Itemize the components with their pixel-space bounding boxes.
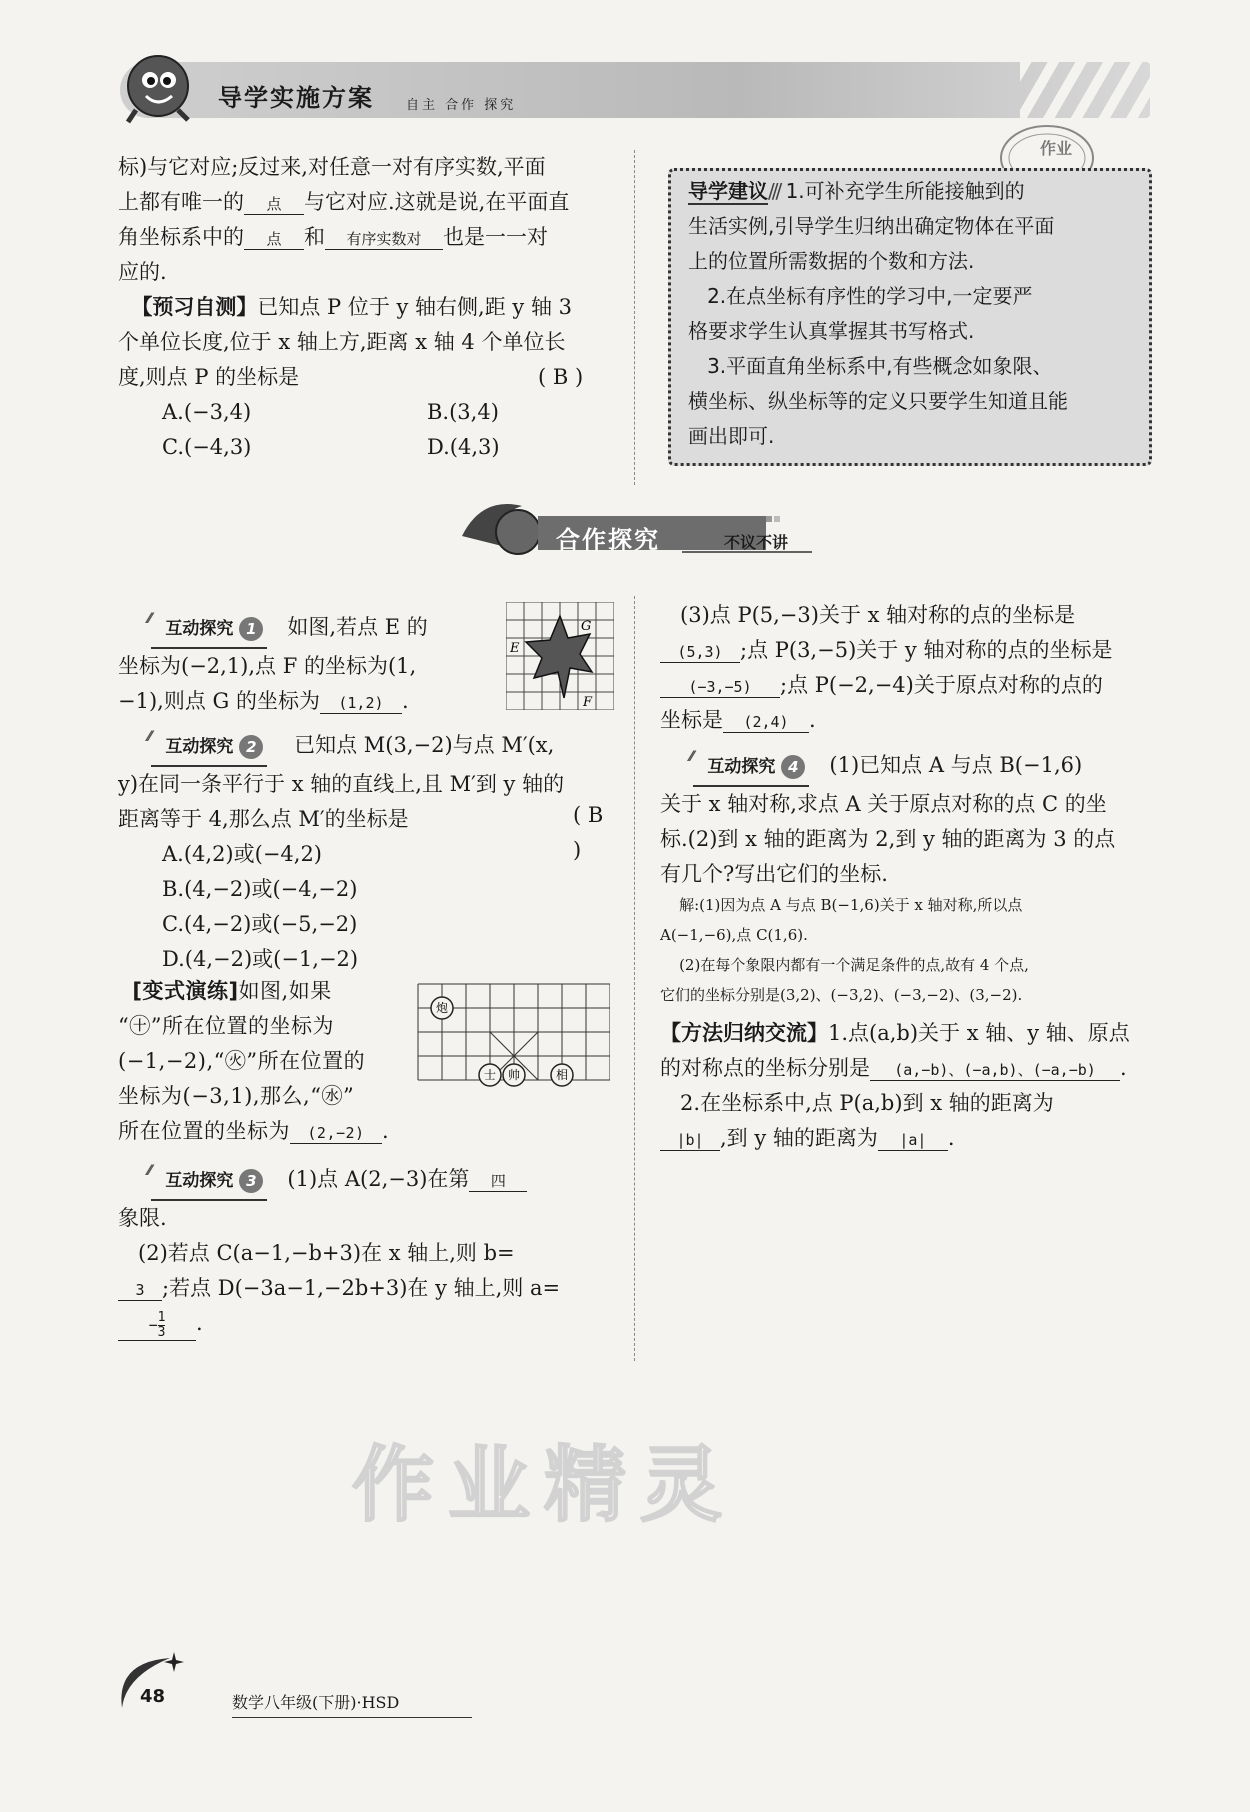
q3-part3: (3)点 P(5,−3)关于 x 轴对称的点的坐标是 (5,3) ;点 P(3,−5)关于 y 轴对称的点的坐标是 (−3,−5) ;点 P(−2,−4)关于原点对称的点的 坐标是 (2,4) . [660, 603, 1113, 732]
q3-answer-2: 3 [118, 1280, 162, 1301]
watermark: 作业精灵 [352, 1438, 737, 1533]
header-stripes [1020, 62, 1150, 118]
q3-answer-3: − $\frac{1}{3}$ [118, 1311, 196, 1341]
method-answer-3: |a| [878, 1130, 948, 1151]
q2-answer: ( B ) [573, 803, 604, 862]
q3p3-answer-1: (5,3) [660, 642, 740, 663]
label-G: G [581, 619, 592, 634]
header-title: 导学实施方案 [218, 84, 374, 112]
piece-shuai: 帅 [507, 1068, 521, 1082]
explore-3: ⁄⁄ 互动探究 3 (1)点 A(2,−3)在第 四 象限. (2)若点 C(a−1,−b+3)在 x 轴上,则 b= 3 ;若点 D(−3a−1,−2b+3)在 y 轴上,则 a= − $\frac{1}{3}$ . [118, 1162, 618, 1341]
q4-solution: 解:(1)因为点 A 与点 B(−1,6)关于 x 轴对称,所以点 A(−1,−6),点 C(1,6). (2)在每个象限内都有一个满足条件的点,故有 4 个点, 它们的坐标分别是(3,2)、(−3,2)、(−3,−2)、(3,−2). [660, 896, 1029, 1004]
blank-1: 点 [244, 194, 304, 215]
footer-text: 数学八年级(下册)·HSD [232, 1690, 472, 1718]
blank-3: 有序实数对 [325, 229, 443, 250]
mascot-icon [118, 48, 196, 126]
label-E: E [510, 641, 520, 656]
method-answer-2: |b| [660, 1130, 720, 1151]
q3-answer-1: 四 [469, 1171, 527, 1192]
preview-question: 【预习自测】已知点 P 位于 y 轴右侧,距 y 轴 3 个单位长度,位于 x 轴上方,距离 x 轴 4 个单位长 度,则点 P 的坐标是 ( B ) [118, 290, 618, 395]
header-subtitle: 自主 合作 探究 [406, 98, 517, 113]
suggestion-label: 导学建议 [688, 179, 768, 203]
variant-exercise: [变式演练]如图,如果 “㊉”所在位置的坐标为 (−1,−2),“㊋”所在位置的 坐标为(−3,1),那么,“㊌” 所在位置的坐标为 (2,−2) . [118, 979, 390, 1143]
section-note: 不议不讲 [724, 533, 789, 552]
label-F: F [583, 695, 593, 710]
suggestion-text: 导学建议/// 1.可补充学生所能接触到的 生活实例,引导学生归纳出确定物体在平面 上的位置所需数据的个数和方法. 2.在点坐标有序性的学习中,一定要严 格要求学生认真掌握其书写格式. 3.平面直角坐标系中,有些概念如象限、 横坐标、纵坐标等的定义只要学生知道且能 画出即可. [688, 179, 1068, 448]
intro-paragraph: 标)与它对应;反过来,对任意一对有序实数,平面 上都有唯一的 点 与它对应.这就是说,在平面直 角坐标系中的 点 和 有序实数对 也是一一对 应的. [118, 155, 570, 284]
preview-options: A.(−3,4) B.(3,4) C.(−4,3) D.(4,3) [162, 400, 500, 459]
divider-top [634, 150, 635, 485]
preview-answer: ( B ) [538, 365, 584, 389]
leaf-grid-figure [506, 602, 614, 710]
piece-xiang: 相 [555, 1068, 569, 1082]
explore-4: ⁄⁄ 互动探究 4 (1)已知点 A 与点 B(−1,6) 关于 x 轴对称,求点 A 关于原点对称的点 C 的坐 标.(2)到 x 轴的距离为 2,到 y 轴的距离为 3 的点 有几个?写出它们的坐标. [660, 748, 1160, 892]
q3p3-answer-2: (−3,−5) [660, 677, 780, 698]
method-answer-1: (a,−b)、(−a,b)、(−a,−b) [870, 1060, 1120, 1081]
piece-pao: 炮 [435, 1001, 449, 1015]
q1-answer: (1,2) [320, 693, 402, 714]
explore-3-tag: ⁄⁄ 互动探究 3 [151, 1164, 267, 1201]
stamp-text: 作业 [1040, 139, 1073, 158]
explore-1-tag: ⁄⁄ 互动探究 1 [151, 612, 267, 649]
explore-2-tag: ⁄⁄ 互动探究 2 [151, 730, 267, 767]
explore-4-tag: ⁄⁄ 互动探究 4 [693, 750, 809, 787]
blank-2: 点 [244, 229, 304, 250]
piece-shi: 士 [483, 1068, 497, 1082]
chessboard-figure [414, 980, 610, 1088]
variant-answer: (2,−2) [290, 1123, 382, 1144]
q3p3-answer-3: (2,4) [723, 712, 809, 733]
method-summary: 【方法归纳交流】1.点(a,b)关于 x 轴、y 轴、原点 的对称点的坐标分别是 (a,−b)、(−a,b)、(−a,−b) . 2.在坐标系中,点 P(a,b)到 x 轴的距离为 |b| ,到 y 轴的距离为 |a| . [660, 1021, 1130, 1150]
section-title: 合作探究 [556, 526, 660, 554]
explore-1: ⁄⁄ 互动探究 1 如图,若点 E 的 坐标为(−2,1),点 F 的坐标为(1, −1),则点 G 的坐标为 (1,2) . [118, 610, 508, 719]
divider-bottom [634, 596, 635, 1361]
page-number: 48 [140, 1686, 166, 1707]
explore-2: ⁄⁄ 互动探究 2 已知点 M(3,−2)与点 M′(x, y)在同一条平行于 x 轴的直线上,且 M′到 y 轴的 距离等于 4,那么点 M′的坐标是 ( B ) A.(4,2)或(−4,2) B.(4,−2)或(−4,−2) C.(4,−2)或(−5,−2) D.(4,−2)或(−1,−2) [118, 728, 618, 977]
